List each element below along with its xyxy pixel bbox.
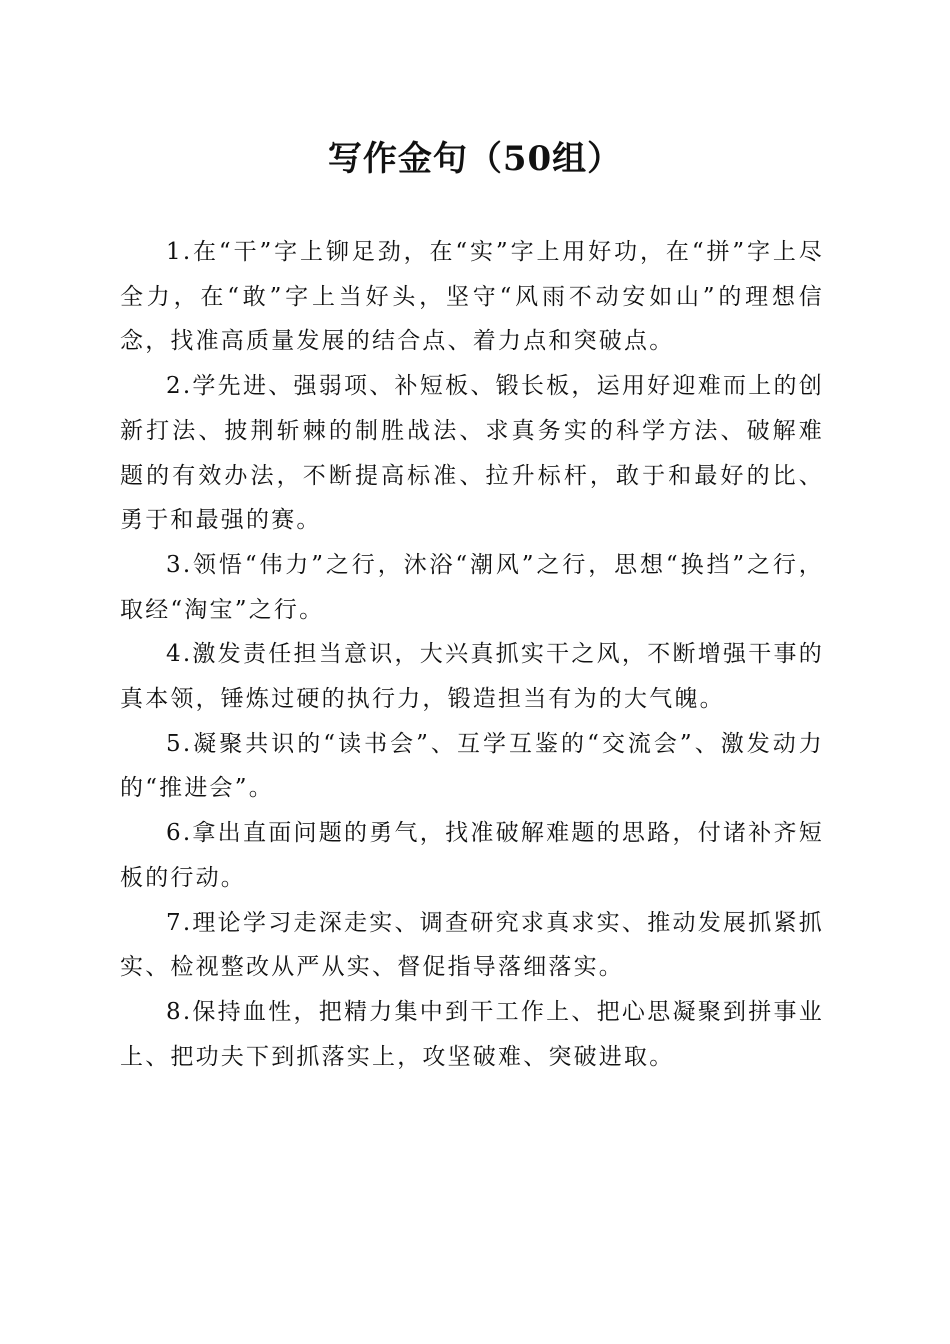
paragraph-4: 4.激发责任担当意识，大兴真抓实干之风，不断增强干事的真本领，锤炼过硬的执行力，锻造担当有为的大气魄。 [120, 641, 824, 713]
document-body [120, 230, 824, 1079]
paragraph-5: 5.凝聚共识的“读书会”、互学互鉴的“交流会”、激发动力的“推进会”。 [120, 730, 824, 802]
paragraph-1: 1.在“干”字上铆足劲，在“实”字上用好功，在“拼”字上尽全力，在“敢”字上当好头，坚守“风雨不动安如山”的理想信念，找准高质量发展的结合点、着力点和突破点。 [120, 239, 824, 355]
paragraph-3: 3.领悟“伟力”之行，沐浴“潮风”之行，思想“换挡”之行，取经“淘宝”之行。 [120, 551, 824, 623]
paragraph-6: 6.拿出直面问题的勇气，找准破解难题的思路，付诸补齐短板的行动。 [120, 820, 824, 891]
paragraph-2: 2.学先进、强弱项、补短板、锻长板，运用好迎难而上的创新打法、披荆斩棘的制胜战法、求真务实的科学方法、破解难题的有效办法，不断提高标准、拉升标杆，敢于和最好的比、勇于和最强的赛。 [120, 373, 824, 534]
paragraph-7: 7.理论学习走深走实、调查研究求真求实、推动发展抓紧抓实、检视整改从严从实、督促指导落细落实。 [120, 909, 824, 981]
paragraph-8: 8.保持血性，把精力集中到干工作上、把心思凝聚到拼事业上、把功夫下到抓落实上，攻坚破难、突破进取。 [120, 998, 824, 1070]
document-title: 写作金句（50组） [327, 139, 623, 179]
